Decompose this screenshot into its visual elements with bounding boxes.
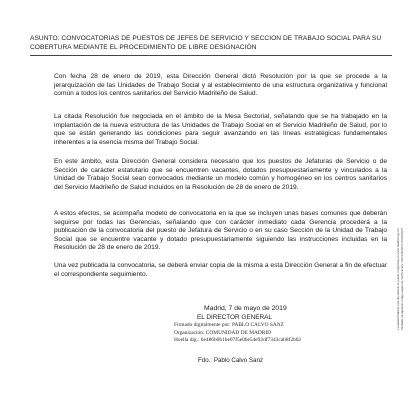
paragraph-3: En este ámbito, esta Dirección General considera necesario que los puestos de Jefaturas de Servicio o de Sección de carácter estatutario que se encuentren vacantes, dotados presupuestariamente y vinculados a la Unidad de Trabajo Social sean convocados mediante un modelo común y homogéneo en los centros sanitarios del Servicio Madrileño de Salud incluidos en la Resolución de 28 de enero de 2019. (54, 158, 387, 191)
signature-title: EL DIRECTOR GENERAL (197, 314, 272, 321)
paragraph-4: A estos efectos, se acompaña modelo de convocatoria en la que se incluyen unas bases comunes que deberán seguirse por todas las Gerencias, señalando que con carácter inmediato cada Gerencia procederá a la publicación de la convocatoria del puesto de Jefatura de Servicio o en su caso Sección de la Unidad de Trabajo Social que se encuentre vacante y dotado presupuestariamente siguiendo las instrucciones incluidas en la Resolución de 28 de enero de 2019. (54, 210, 387, 252)
stamp-hash: Huella dig.: 6e486b0b1be07f5e06e54e92df7343cab8f2b62 (174, 337, 302, 344)
signer-name: Fdo.: Pablo Calvo Sanz (198, 357, 264, 364)
paragraph-2: La citada Resolución fue negociada en el ámbito de la Mesa Sectorial, señalando que se ha trabajado en la implantación de la nueva estructura de las Unidades de Trabajo Social en el Servicio Madrileño de Salud, por lo que se están generando las condiciones para seguir avanzando en las líneas estratégicas fundamentales inherentes a la esencia misma del Trabajo Social. (54, 113, 387, 146)
verification-line-2: mediante el siguiente código seguro de verificación: 1107358260711370560675 (400, 227, 405, 330)
subject-heading: ASUNTO: CONVOCATORIAS DE PUESTOS DE JEFES DE SERVICIO Y SECCION DE TRABAJO SOCIAL PARA SU COBERTURA MEDIANTE EL PROCEDIMIENTO DE LIBRE DESIGNACIÓN (30, 35, 382, 51)
stamp-signed-by: Firmado digitalmente por: PABLO CALVO SANZ (174, 322, 284, 328)
paragraph-1: Con fecha 28 de enero de 2019, esta Dirección General dictó Resolución por la que se procede a la jerarquización de las Unidades de Trabajo Social y al establecimiento de una estructura organizativa y funcional común a todos los centros sanitarios del Servicio Madrileño de Salud. (54, 73, 387, 98)
verification-line-1: La autenticidad de este documento se puede comprobar en www.madrid.org/csv (396, 228, 400, 330)
stamp-organization: Organización: COMUNIDAD DE MADRID (174, 329, 272, 336)
verification-side-text (396, 80, 410, 330)
paragraph-5: Una vez publicada la convocatoria, se deberá enviar copia de la misma a esta Dirección General a fin de efectuar el correspondiente seguimiento. (54, 262, 387, 278)
digital-signature-stamp (174, 322, 354, 345)
signature-date: Madrid, 7 de mayo de 2019 (204, 305, 287, 312)
subject-underline (30, 55, 392, 56)
